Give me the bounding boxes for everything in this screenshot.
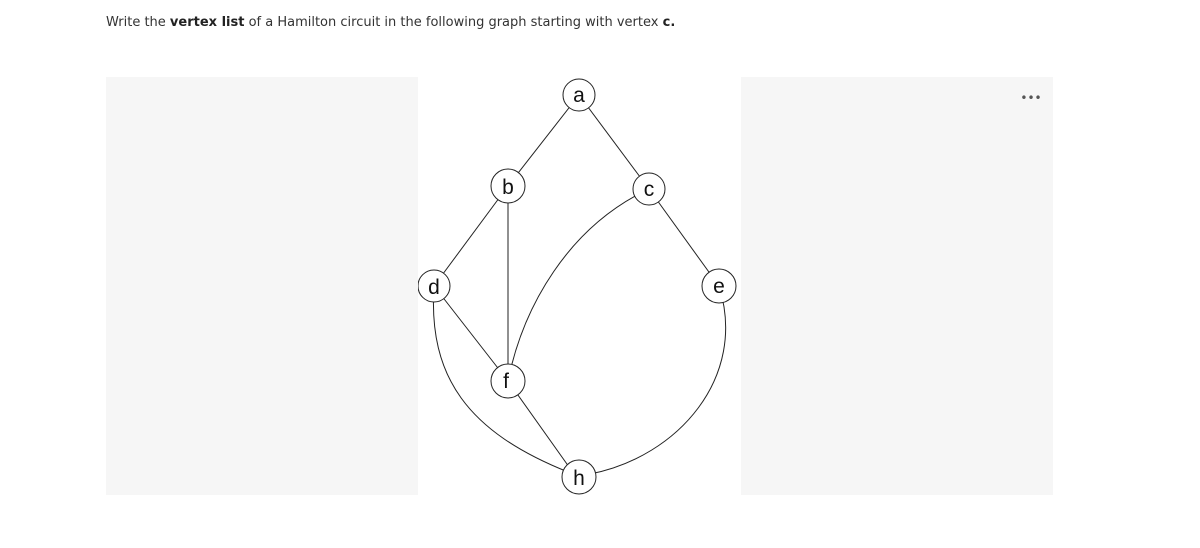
vertex-c (633, 173, 665, 205)
vertex-a (563, 79, 595, 111)
vertex-e-label: e (713, 275, 725, 298)
vertex-b (491, 169, 525, 203)
question-middle: of a Hamilton circuit in the following graph starting with vertex (244, 15, 663, 30)
edge-c-f (508, 189, 649, 381)
more-dots-icon: ••• (1020, 91, 1042, 105)
edge-e-h (590, 286, 726, 474)
graph-svg (418, 77, 741, 495)
image-background-right (741, 77, 1053, 495)
vertex-h (562, 460, 596, 494)
question-bold-term: vertex list (169, 15, 245, 30)
edge-a-c (579, 95, 649, 189)
vertex-d (418, 270, 450, 302)
vertex-b-label: b (502, 176, 514, 199)
question-bold-vertex: c. (662, 15, 676, 30)
edge-d-f (434, 286, 508, 381)
edge-b-d (434, 186, 508, 286)
vertex-f (491, 364, 525, 398)
vertex-f-label: f (503, 370, 509, 393)
more-options-button[interactable] (1018, 88, 1044, 108)
vertex-e (702, 269, 736, 303)
graph-figure (418, 77, 741, 495)
vertex-d-label: d (428, 276, 440, 299)
question-prefix: Write the (106, 15, 170, 30)
image-background-left (106, 77, 418, 495)
vertex-a-label: a (573, 84, 585, 107)
edge-c-e (649, 189, 719, 286)
vertex-h-label: h (573, 467, 585, 490)
vertex-c-label: c (643, 178, 655, 201)
question-text (106, 15, 675, 30)
